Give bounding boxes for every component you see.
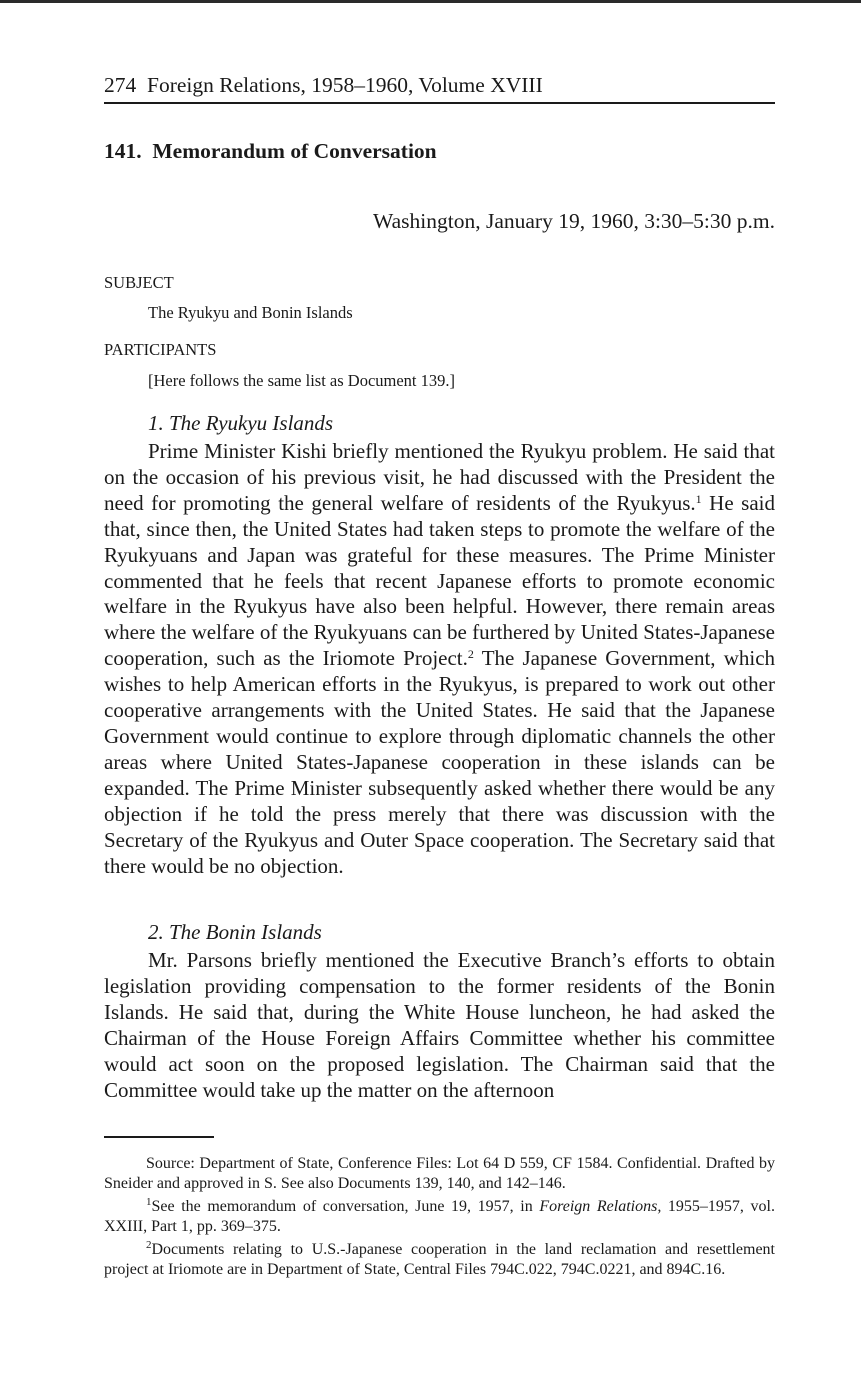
footnote-1-italic: Foreign Relations, (539, 1198, 662, 1215)
page-number: 274 (104, 73, 137, 97)
subject-text: The Ryukyu and Bonin Islands (148, 303, 353, 322)
ryukyu-text-part-2: He said that, since then, the United States had taken steps to promote the welfare of the Ryukyuans and Japan was grateful for these measures. The Prime Minister commented that he feels that recent Japanese efforts to promote economic welfare in the Ryukyus have also been helpful. However, there remain areas where the welfare of the Ryukyuans can be furthered by United States-Japanese cooperation, such as the Iriomote Project. (104, 490, 775, 671)
dateline: Washington, January 19, 1960, 3:30–5:30 p.m. (373, 209, 775, 233)
footnote-rule (104, 1136, 214, 1138)
section-heading-bonin: 2. The Bonin Islands (148, 920, 322, 944)
document-title (104, 137, 775, 165)
participants-label: PARTICIPANTS (104, 340, 217, 359)
paragraph-bonin: Mr. Parsons briefly mentioned the Executive Branch’s efforts to obtain legislation providing compensation to the former residents of the Bonin Islands. He said that, during the White House luncheon, he had asked the Chairman of the House Foreign Affairs Committee whether his committee would act soon on the proposed legislation. The Chairman said that the Committee would take up the matter on the afternoon (104, 948, 775, 1102)
footnote-2-number: 2 (146, 1239, 152, 1251)
section-heading-ryukyu: 1. The Ryukyu Islands (148, 411, 334, 435)
footnote-ref-2: 2 (467, 647, 474, 662)
footnote-source: Source: Department of State, Conference Files: Lot 64 D 559, CF 1584. Confidential. Drafted by Sneider and approved in S. See also Documents 139, 140, and 142–146. (104, 1155, 775, 1192)
header-rule (104, 102, 775, 104)
footnote-1 (104, 1197, 775, 1236)
footnote-1-text-b: 1955–1957, vol. XXIII, Part 1, pp. 369–375. (104, 1198, 775, 1235)
ryukyu-text-part-3: The Japanese Government, which wishes to help American efforts in the Ryukyus, is prepared to work out other cooperative arrangements with the United States. He said that the Japanese Government would continue to explore through diplomatic channels the other areas where United States-Japanese cooperation in these islands can be expanded. The Prime Minister subsequently asked whether there would be any objection if he told the press merely that there was discussion with the Secretary of the Ryukyus and Outer Space cooperation. The Secretary said that there would be no objection. (104, 646, 776, 878)
footnote-2 (104, 1240, 775, 1279)
document-number: 141. (104, 139, 142, 163)
participants-text: [Here follows the same list as Document 139.] (148, 371, 456, 390)
footnote-1-text-a: See the memorandum of conversation, June 19, 1957, in (151, 1198, 540, 1215)
running-header (104, 70, 775, 100)
document-title-text: Memorandum of Conversation (152, 139, 437, 163)
subject-label: SUBJECT (104, 273, 174, 292)
volume-title: Foreign Relations, 1958–1960, Volume XVIII (147, 73, 543, 97)
footnote-ref-1: 1 (695, 491, 702, 506)
paragraph-ryukyu (104, 439, 775, 879)
page-top-edge (0, 0, 861, 3)
footnote-2-text: Documents relating to U.S.-Japanese cooperation in the land reclamation and resettlement project at Iriomote are in Department of State, Central Files 794C.022, 794C.0221, and 894C.16. (104, 1241, 775, 1278)
footnote-1-number: 1 (146, 1196, 152, 1208)
ryukyu-text-part-1: Prime Minister Kishi briefly mentioned the Ryukyu problem. He said that on the occasion of his previous visit, he had discussed with the President the need for promoting the general welfare of residents of the Ryukyus. (104, 439, 775, 515)
